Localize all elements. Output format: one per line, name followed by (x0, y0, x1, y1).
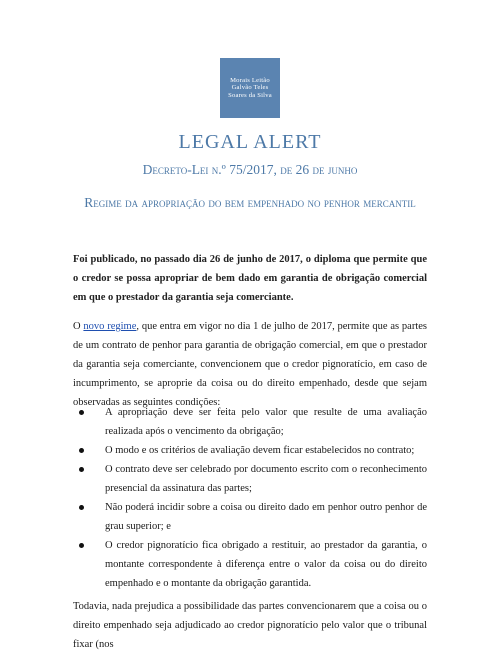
list-item (73, 441, 427, 460)
list-item-text: Não poderá incidir sobre a coisa ou direito dado em penhor outro penhor de grau superior; e (105, 502, 427, 532)
regime-heading: Regime da apropriação do bem empenhado no penhor mercantil (84, 195, 416, 210)
list-item-text: O modo e os critérios de avaliação devem ficar estabelecidos no contrato; (105, 445, 415, 456)
logo-line-1: Morais Leitão (230, 76, 270, 84)
list-item (73, 403, 427, 441)
conditions-list (73, 403, 427, 593)
bullet-icon (79, 410, 84, 415)
logo-line-2: Galvão Teles (231, 84, 269, 92)
list-item-text: O credor pignoratício fica obrigado a restituir, ao prestador da garantia, o montante correspondente à diferença entre o valor da coisa ou do direito empenhado e o montante da obrigação garantida. (105, 540, 427, 589)
document-title: LEGAL ALERT (178, 131, 322, 153)
novo-regime-link[interactable]: novo regime (83, 321, 137, 332)
bullet-icon (79, 448, 84, 453)
list-item (73, 536, 427, 593)
list-item-text: O contrato deve ser celebrado por documento escrito com o reconhecimento presencial da assinatura das partes; (105, 464, 427, 494)
paragraph-text-start: O (73, 321, 84, 332)
bullet-icon (79, 543, 84, 548)
closing-paragraph: Todavia, nada prejudica a possibilidade das partes convencionarem que a coisa ou o direito empenhado seja adjudicado ao credor pignoratício pelo valor que o tribunal fixar (nos (73, 601, 427, 650)
bullet-icon (79, 467, 84, 472)
bullet-icon (79, 505, 84, 510)
logo-line-3: Soares da Silva (228, 91, 272, 99)
paragraph-text-rest: , que entra em vigor no dia 1 de julho de 2017, permite que as partes de um contrato de penhor para garantia de obrigação comercial, em que o prestador da garantia seja comerciante, convencionem que o credor pignoratício, em caso de incumprimento, se aproprie da coisa ou do direito empenhado, desde que sejam observadas as seguintes condições: (73, 321, 427, 408)
list-item (73, 460, 427, 498)
body-paragraph (73, 317, 427, 412)
decree-subtitle: Decreto-Lei n.º 75/2017, de 26 de junho (142, 162, 358, 177)
firm-logo (220, 58, 280, 118)
intro-paragraph: Foi publicado, no passado dia 26 de junho de 2017, o diploma que permite que o credor se possa apropriar de bem dado em garantia de obrigação comercial em que o prestador da garantia seja comerciante. (73, 254, 427, 303)
firm-logo-text (228, 77, 272, 100)
list-item (73, 498, 427, 536)
list-item-text: A apropriação deve ser feita pelo valor que resulte de uma avaliação realizada após o vencimento da obrigação; (105, 407, 427, 437)
